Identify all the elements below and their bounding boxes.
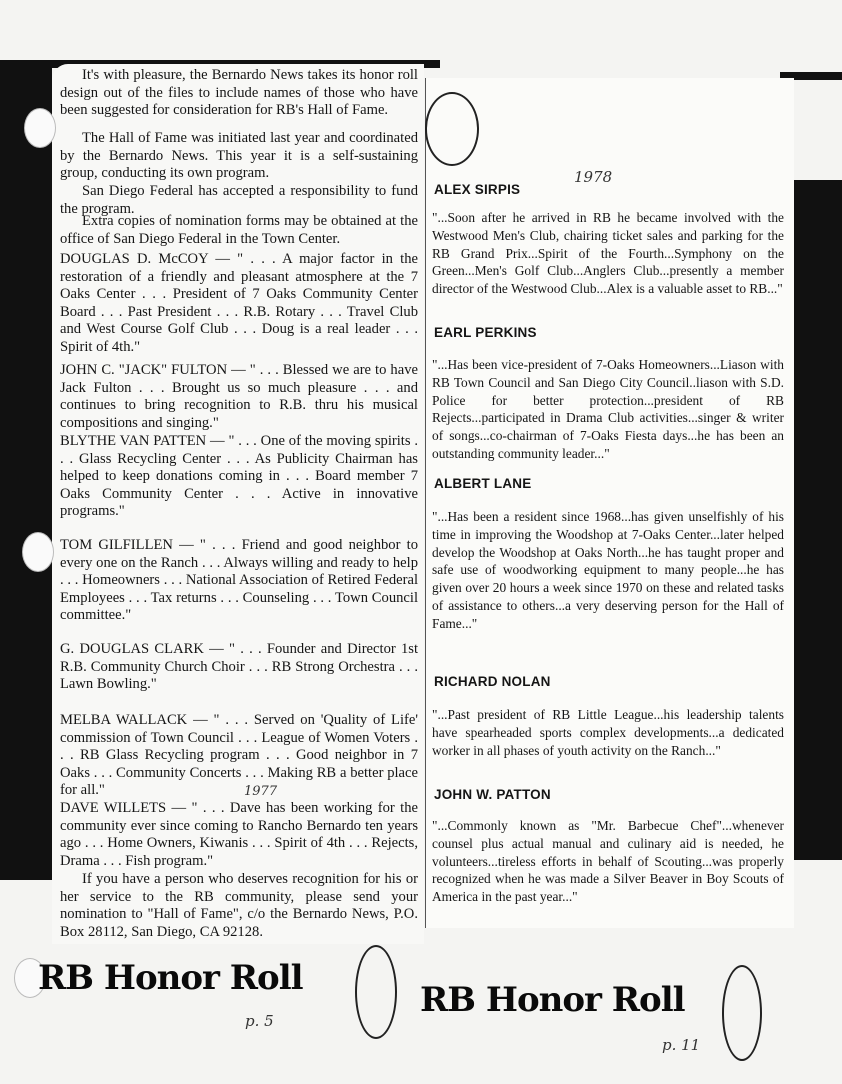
- honoree-text: — " . . . One of the moving spirits . . . Glass Recycling Center . . . As Publicity Chairman has helped to keep donations coming in . . . Board member 7 Oaks Community Center . . . Active in innovative programs.": [60, 433, 418, 520]
- honor-roll-title-right: RB Honor Roll: [420, 980, 685, 1020]
- intro-paragraph: The Hall of Fame was initiated last year and coordinated by the Bernardo News. This year it is a self-sustaining group, conducting its own program.: [60, 130, 418, 182]
- intro-paragraph: Extra copies of nomination forms may be obtained at the office of San Diego Federal in the Town Center.: [60, 213, 418, 247]
- punch-hole-middle: [22, 532, 54, 572]
- scroll-curl-top: [425, 92, 479, 166]
- honoree-heading: ALEX SIRPIS: [434, 182, 521, 197]
- intro-paragraph: It's with pleasure, the Bernardo News takes its honor roll design out of the files to include names of those who have been suggested for consideration for RB's Hall of Fame.: [60, 67, 418, 119]
- honoree-name: DOUGLAS D. McCOY: [60, 251, 209, 267]
- right-black-strip: [792, 180, 842, 860]
- honoree-name: JOHN C. "JACK" FULTON: [60, 362, 228, 378]
- honoree-entry: [60, 433, 418, 521]
- left-black-border: [0, 60, 52, 880]
- honoree-text: — " . . . Blessed we are to have Jack Fulton . . . Brought us so much pleasure . . . and continues to bring recognition to R.B. thru his musical compositions and singing.": [60, 362, 418, 431]
- honoree-text: "...Has been a resident since 1968...has given unselfishly of his time in improving the Woodshop at 7-Oaks Center...later helped develop the Woodshop at Oaks North...he has taught proper and safe use of woodworking equipment to many people...he has given over 20 hours a week since 1970 on these and related tasks of assistance to others...a very deserving person for the Hall of Fame...": [432, 509, 784, 631]
- honoree-entry: [60, 712, 418, 800]
- honoree-entry: [60, 251, 418, 357]
- honoree-heading: RICHARD NOLAN: [434, 674, 551, 689]
- honoree-name: G. DOUGLAS CLARK: [60, 641, 204, 657]
- scroll-curl-right: [722, 965, 762, 1061]
- honoree-entry: [60, 800, 418, 870]
- honoree-text: — " . . . Served on 'Quality of Life' commission of Town Council . . . League of Women Voters . . . RB Glass Recycling program . . . Good neighbor in 7 Oaks . . . Community Concerts . . . Making RB a better place for all.": [60, 712, 418, 799]
- honoree-entry: [60, 537, 418, 625]
- honoree-text: — " . . . Dave has been working for the community ever since coming to Rancho Bernardo ten years ago . . . Home Owners, Kiwanis . . . Spirit of 4th . . . Rejects, Drama . . . Fish program.": [60, 800, 418, 869]
- closing-paragraph: If you have a person who deserves recognition for his or her service to the RB community, please send your nomination to "Hall of Fame", c/o the Bernardo News, P.O. Box 28112, San Diego, CA 92128.: [60, 871, 418, 940]
- honoree-entry: [60, 641, 418, 694]
- punch-hole-top: [24, 108, 56, 148]
- honoree-name: DAVE WILLETS: [60, 800, 167, 816]
- handwritten-page-number: p. 5: [245, 1012, 274, 1030]
- honoree-name: BLYTHE VAN PATTEN: [60, 433, 207, 449]
- honoree-text: "...Past president of RB Little League...his leadership talents have spearheaded sports complex developments...a dedicated worker in all phases of youth activity on the Ranch...": [432, 707, 784, 758]
- scroll-curl-left: [355, 945, 397, 1039]
- honoree-name: TOM GILFILLEN: [60, 537, 173, 553]
- handwritten-page-number: p. 11: [662, 1036, 701, 1054]
- honoree-text: — " . . . Friend and good neighbor to every one on the Ranch . . . Always willing and ready to help . . . Homeowners . . . National Association of Retired Federal Employees . . . Tax returns . . . Counseling . . . Town Council committee.": [60, 537, 418, 624]
- handwritten-year: 1978: [574, 168, 613, 186]
- intro-paragraph: San Diego Federal has accepted a responsibility to fund the program.: [60, 183, 418, 217]
- honoree-text: "...Has been vice-president of 7-Oaks Homeowners...Liason with RB Town Council and San Diego City Council..liason with S.D. Police for better protection...president of RB Rejects...participated in Drama Club activities...singer & writer of songs...co-chairman of 7-Oaks Fiesta days...he has been an outstanding community leader...": [432, 357, 784, 461]
- honoree-name: MELBA WALLACK: [60, 712, 188, 728]
- handwritten-year: 1977: [244, 784, 278, 799]
- honoree-text: — " . . . Founder and Director 1st R.B. Community Church Choir . . . RB Strong Orchestra . . . Lawn Bowling.": [60, 641, 419, 693]
- honoree-text: "...Commonly known as "Mr. Barbecue Chef"...whenever counsel plus actual manual and culinary aid is needed, he volunteers...tireless efforts in behalf of Scouting...was properly recognized when he was made a Silver Beaver in Boy Scouts of America in the past year...": [432, 818, 784, 905]
- honor-roll-title-left: RB Honor Roll: [38, 958, 303, 998]
- honoree-heading: JOHN W. PATTON: [434, 787, 551, 802]
- honoree-text: — " . . . A major factor in the restoration of a friendly and pleasant atmosphere at the 7 Oaks Center . . . President of 7 Oaks Community Center Board . . . Past President . . . R.B. Rotary . . . Travel Club and West Course Golf Club . . . Doug is a real leader . . . Spirit of 4th.": [60, 251, 419, 355]
- honoree-heading: ALBERT LANE: [434, 476, 532, 491]
- honoree-entry: [60, 362, 418, 432]
- honoree-text: "...Soon after he arrived in RB he became involved with the Westwood Men's Club, chairing ticket sales and parking for the RB Grand Prix...Spirit of the Fourth...Symphony on the Green...Men's Golf Club...Anglers Club...presently a member director of the Westwood Club...Alex is a valuable asset to RB...": [432, 210, 784, 297]
- honoree-heading: EARL PERKINS: [434, 325, 537, 340]
